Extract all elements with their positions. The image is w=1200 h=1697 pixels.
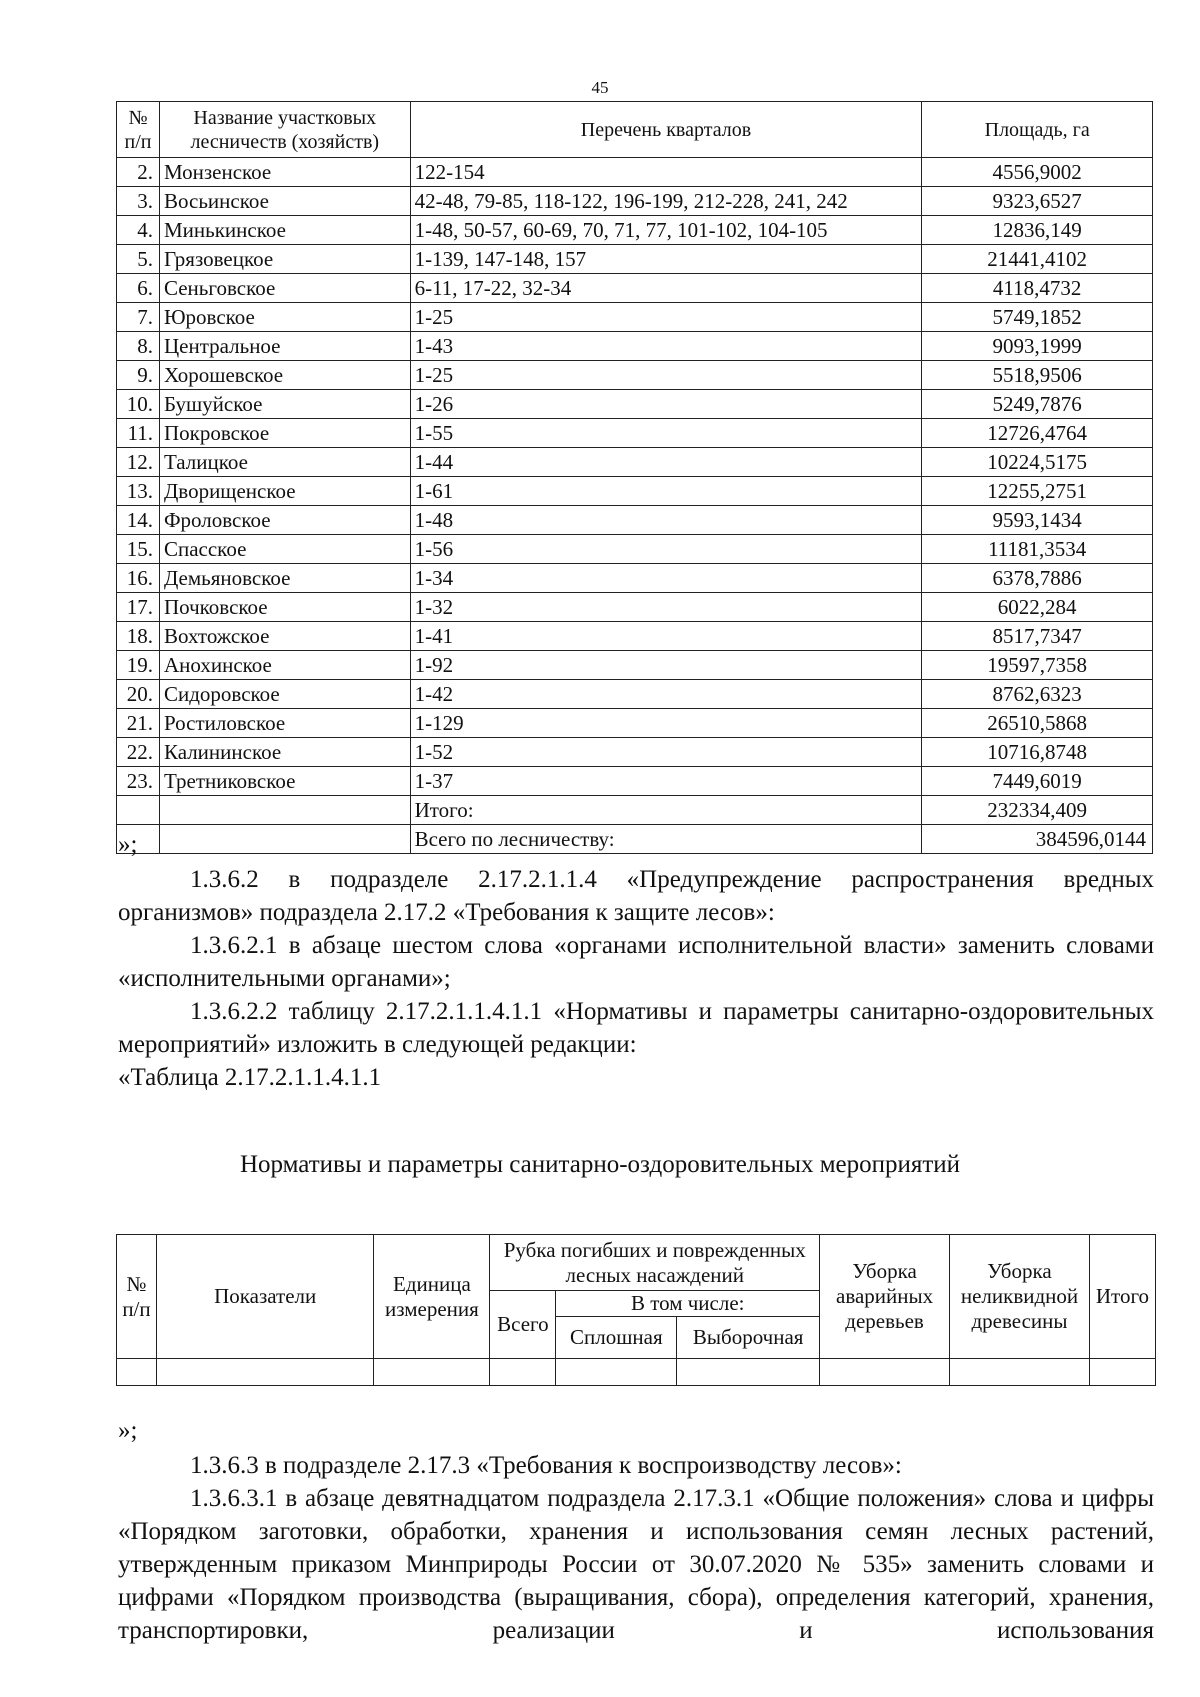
col-area-header: Площадь, га bbox=[922, 102, 1153, 158]
table-row bbox=[117, 709, 1153, 738]
row-num: 5. bbox=[117, 245, 160, 274]
row-area: 10224,5175 bbox=[922, 448, 1153, 477]
row-quarters: 1-139, 147-148, 157 bbox=[410, 245, 922, 274]
table-row bbox=[117, 622, 1153, 651]
row-quarters: 1-92 bbox=[410, 651, 922, 680]
row-name: Почковское bbox=[159, 593, 410, 622]
row-quarters: 1-48 bbox=[410, 506, 922, 535]
row-name: Покровское bbox=[159, 419, 410, 448]
table-row bbox=[117, 216, 1153, 245]
row-name: Грязовецкое bbox=[159, 245, 410, 274]
row-quarters: 122-154 bbox=[410, 158, 922, 187]
col-quarters-header: Перечень кварталов bbox=[410, 102, 922, 158]
row-area: 8762,6323 bbox=[922, 680, 1153, 709]
paragraph-1-3-6-3: 1.3.6.3 в подразделе 2.17.3 «Требования к воспроизводству лесов»: bbox=[190, 1452, 902, 1479]
row-name: Восьинское bbox=[159, 187, 410, 216]
row-name: Спасское bbox=[159, 535, 410, 564]
total-label: Итого: bbox=[410, 796, 922, 825]
table-row bbox=[117, 303, 1153, 332]
t2-sum-header: Итого bbox=[1089, 1235, 1155, 1359]
table-row bbox=[117, 767, 1153, 796]
row-name: Вохтожское bbox=[159, 622, 410, 651]
t2-emergency-header: Уборка аварийных деревьев bbox=[820, 1235, 950, 1359]
row-name: Демьяновское bbox=[159, 564, 410, 593]
row-quarters: 1-129 bbox=[410, 709, 922, 738]
paragraph-1-3-6-2-2: 1.3.6.2.2 таблицу 2.17.2.1.1.4.1.1 «Нормативы и параметры санитарно-оздоровительных мероприятий» изложить в следующей редакции: bbox=[118, 998, 1154, 1058]
row-area: 11181,3534 bbox=[922, 535, 1153, 564]
table-row bbox=[117, 332, 1153, 361]
row-num: 13. bbox=[117, 477, 160, 506]
table-row bbox=[117, 680, 1153, 709]
row-name: Ростиловское bbox=[159, 709, 410, 738]
page-number: 45 bbox=[591, 78, 609, 97]
row-num: 6. bbox=[117, 274, 160, 303]
row-quarters: 1-52 bbox=[410, 738, 922, 767]
row-num: 3. bbox=[117, 187, 160, 216]
col-name-header: Название участковых лесничеств (хозяйств) bbox=[159, 102, 410, 158]
row-quarters: 6-11, 17-22, 32-34 bbox=[410, 274, 922, 303]
row-num: 15. bbox=[117, 535, 160, 564]
table-row bbox=[117, 564, 1153, 593]
row-num: 2. bbox=[117, 158, 160, 187]
row-quarters: 1-43 bbox=[410, 332, 922, 361]
closing-quote: »; bbox=[118, 831, 138, 858]
row-area: 5518,9506 bbox=[922, 361, 1153, 390]
row-quarters: 1-26 bbox=[410, 390, 922, 419]
table2-title: Нормативы и параметры санитарно-оздоровительных мероприятий bbox=[239, 1151, 961, 1178]
t2-clear-header: Сплошная bbox=[556, 1317, 677, 1359]
row-quarters: 1-42 bbox=[410, 680, 922, 709]
row-quarters: 1-44 bbox=[410, 448, 922, 477]
grand-total-area: 384596,0144 bbox=[922, 825, 1153, 854]
row-area: 19597,7358 bbox=[922, 651, 1153, 680]
table-row bbox=[117, 274, 1153, 303]
row-num: 12. bbox=[117, 448, 160, 477]
row-num: 9. bbox=[117, 361, 160, 390]
row-area: 9593,1434 bbox=[922, 506, 1153, 535]
total-area: 232334,409 bbox=[922, 796, 1153, 825]
row-name: Юровское bbox=[159, 303, 410, 332]
table-row bbox=[117, 158, 1153, 187]
row-quarters: 1-55 bbox=[410, 419, 922, 448]
row-area: 5249,7876 bbox=[922, 390, 1153, 419]
total-row bbox=[117, 796, 1153, 825]
row-name: Дворищенское bbox=[159, 477, 410, 506]
paragraph-1-3-6-2: 1.3.6.2 в подразделе 2.17.2.1.1.4 «Предупреждение распространения вредных организмов» подраздела 2.17.2 «Требования к защите лесов»: bbox=[118, 866, 1154, 926]
row-name: Третниковское bbox=[159, 767, 410, 796]
row-area: 9323,6527 bbox=[922, 187, 1153, 216]
row-name: Анохинское bbox=[159, 651, 410, 680]
row-quarters: 1-34 bbox=[410, 564, 922, 593]
amendment-text-1 bbox=[118, 828, 1154, 1094]
row-name: Минькинское bbox=[159, 216, 410, 245]
table-row bbox=[117, 593, 1153, 622]
t2-illiquid-header: Уборка неликвидной древесины bbox=[950, 1235, 1090, 1359]
row-num: 7. bbox=[117, 303, 160, 332]
row-area: 21441,4102 bbox=[922, 245, 1153, 274]
row-num: 21. bbox=[117, 709, 160, 738]
row-quarters: 1-56 bbox=[410, 535, 922, 564]
t2-selective-header: Выборочная bbox=[677, 1317, 820, 1359]
t2-num-header: № п/п bbox=[117, 1235, 157, 1359]
forestry-areas-table bbox=[116, 101, 1153, 854]
row-num: 16. bbox=[117, 564, 160, 593]
row-area: 6378,7886 bbox=[922, 564, 1153, 593]
row-quarters: 42-48, 79-85, 118-122, 196-199, 212-228, 241, 242 bbox=[410, 187, 922, 216]
row-num: 19. bbox=[117, 651, 160, 680]
row-area: 7449,6019 bbox=[922, 767, 1153, 796]
paragraph-1-3-6-2-1: 1.3.6.2.1 в абзаце шестом слова «органами исполнительной власти» заменить словами «исполнительными органами»; bbox=[118, 932, 1154, 992]
row-area: 12255,2751 bbox=[922, 477, 1153, 506]
table-row bbox=[117, 738, 1153, 767]
row-name: Сеньговское bbox=[159, 274, 410, 303]
row-num: 8. bbox=[117, 332, 160, 361]
table-body bbox=[117, 158, 1153, 796]
row-name: Талицкое bbox=[159, 448, 410, 477]
row-num: 10. bbox=[117, 390, 160, 419]
row-area: 26510,5868 bbox=[922, 709, 1153, 738]
table-row bbox=[117, 245, 1153, 274]
row-area: 6022,284 bbox=[922, 593, 1153, 622]
t2-including-header: В том числе: bbox=[556, 1291, 820, 1317]
row-num: 11. bbox=[117, 419, 160, 448]
row-num: 17. bbox=[117, 593, 160, 622]
table-reference: «Таблица 2.17.2.1.1.4.1.1 bbox=[118, 1064, 382, 1091]
row-area: 12836,149 bbox=[922, 216, 1153, 245]
grand-total-label: Всего по лесничеству: bbox=[410, 825, 922, 854]
row-area: 10716,8748 bbox=[922, 738, 1153, 767]
row-quarters: 1-41 bbox=[410, 622, 922, 651]
row-quarters: 1-32 bbox=[410, 593, 922, 622]
row-quarters: 1-25 bbox=[410, 303, 922, 332]
closing-quote-2: »; bbox=[118, 1417, 138, 1444]
t2-felling-header: Рубка погибших и поврежденных лесных насаждений bbox=[490, 1235, 820, 1291]
table-row bbox=[117, 187, 1153, 216]
row-name: Монзенское bbox=[159, 158, 410, 187]
row-quarters: 1-61 bbox=[410, 477, 922, 506]
row-name: Фроловское bbox=[159, 506, 410, 535]
col-num-header: № п/п bbox=[117, 102, 160, 158]
table-row bbox=[117, 448, 1153, 477]
paragraph-1-3-6-3-1: 1.3.6.3.1 в абзаце девятнадцатом подраздела 2.17.3.1 «Общие положения» слова и цифры «Порядком заготовки, обработки, хранения и использования семян лесных растений, утвержденным приказом Минприроды России от 30.07.2020 № 535» заменить словами и цифрами «Порядком производства (выращивания, сбора), определения категорий, хранения, транспортировки, реализации и использования bbox=[118, 1485, 1154, 1644]
row-quarters: 1-25 bbox=[410, 361, 922, 390]
row-num: 14. bbox=[117, 506, 160, 535]
row-num: 4. bbox=[117, 216, 160, 245]
row-num: 20. bbox=[117, 680, 160, 709]
table-row bbox=[117, 535, 1153, 564]
table-row bbox=[117, 361, 1153, 390]
row-name: Хорошевское bbox=[159, 361, 410, 390]
t2-total-header: Всего bbox=[490, 1291, 556, 1359]
row-area: 4118,4732 bbox=[922, 274, 1153, 303]
t2-empty-row bbox=[117, 1359, 1156, 1386]
row-area: 4556,9002 bbox=[922, 158, 1153, 187]
table-header-row bbox=[117, 102, 1153, 158]
table-row bbox=[117, 390, 1153, 419]
row-num: 18. bbox=[117, 622, 160, 651]
row-area: 9093,1999 bbox=[922, 332, 1153, 361]
table-row bbox=[117, 506, 1153, 535]
row-name: Сидоровское bbox=[159, 680, 410, 709]
t2-indicators-header: Показатели bbox=[156, 1235, 374, 1359]
row-quarters: 1-48, 50-57, 60-69, 70, 71, 77, 101-102, 104-105 bbox=[410, 216, 922, 245]
row-area: 8517,7347 bbox=[922, 622, 1153, 651]
row-name: Бушуйское bbox=[159, 390, 410, 419]
row-quarters: 1-37 bbox=[410, 767, 922, 796]
t2-unit-header: Единица измерения bbox=[374, 1235, 490, 1359]
row-name: Центральное bbox=[159, 332, 410, 361]
row-area: 12726,4764 bbox=[922, 419, 1153, 448]
sanitary-measures-table bbox=[116, 1234, 1156, 1386]
row-area: 5749,1852 bbox=[922, 303, 1153, 332]
table-row bbox=[117, 477, 1153, 506]
row-num: 23. bbox=[117, 767, 160, 796]
table-row bbox=[117, 419, 1153, 448]
row-name: Калининское bbox=[159, 738, 410, 767]
amendment-text-2 bbox=[118, 1414, 1154, 1647]
table-row bbox=[117, 651, 1153, 680]
row-num: 22. bbox=[117, 738, 160, 767]
